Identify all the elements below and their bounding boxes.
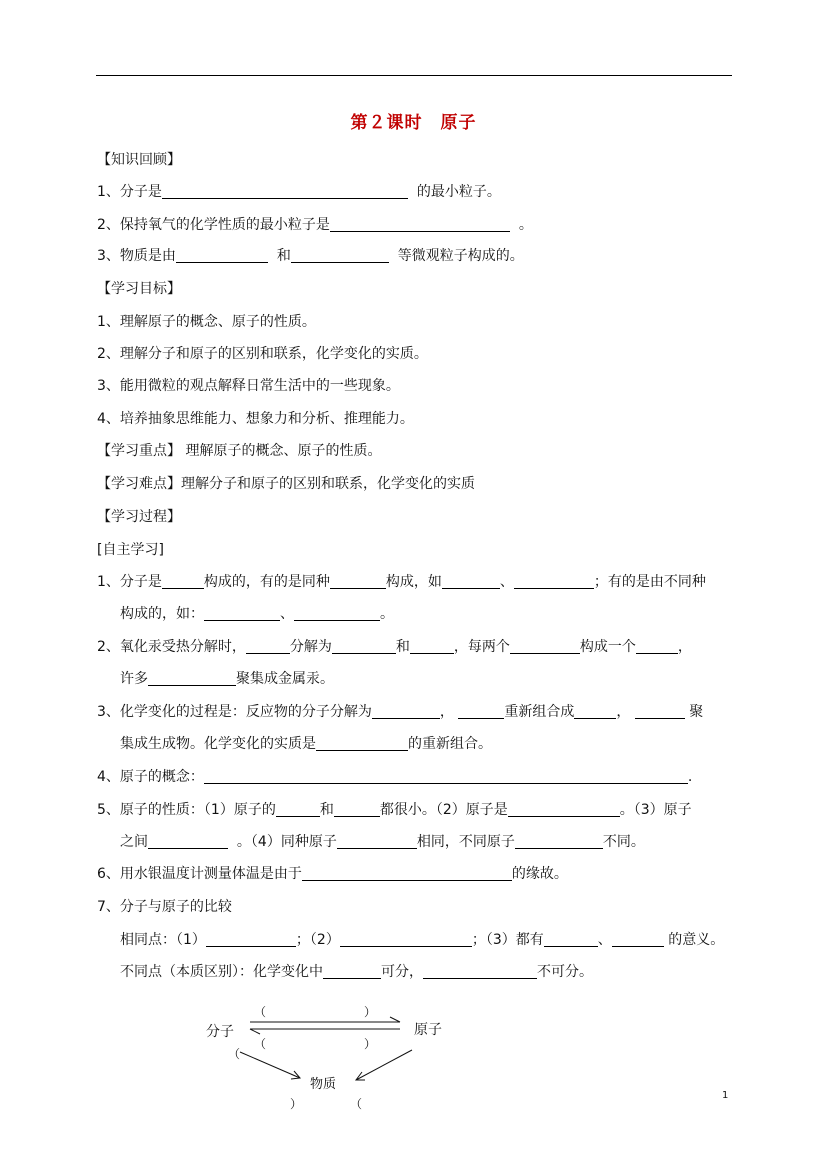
key-point: 【学习重点】 理解原子的概念、原子的性质。 (97, 443, 382, 459)
answer-blank[interactable] (323, 964, 381, 979)
paren-left: （ (254, 1005, 267, 1019)
answer-blank[interactable] (291, 248, 389, 263)
answer-blank[interactable] (636, 639, 678, 654)
paren-left: （ (350, 1097, 363, 1111)
answer-blank[interactable] (330, 217, 510, 232)
review-heading: 【知识回顾】 (97, 152, 181, 168)
arrow-upper-head (390, 1017, 400, 1022)
answer-blank[interactable] (148, 834, 228, 849)
answer-blank[interactable] (176, 248, 268, 263)
answer-blank[interactable] (246, 639, 290, 654)
molecule-atom-diagram (190, 996, 470, 1116)
answer-blank[interactable] (515, 834, 603, 849)
answer-blank[interactable] (514, 574, 594, 589)
process-q5-cont: 之间 。（4）同种原子 相同，不同原子 不同。 (120, 834, 645, 850)
answer-blank[interactable] (635, 704, 685, 719)
paren-right: ） (290, 1097, 303, 1111)
goal-item: 1、理解原子的概念、原子的性质。 (97, 314, 316, 330)
process-q4: 4、原子的概念： . (97, 769, 693, 785)
goals-heading: 【学习目标】 (97, 281, 181, 297)
paren-right: ） (364, 1005, 377, 1019)
answer-blank[interactable] (302, 866, 512, 881)
answer-blank[interactable] (148, 671, 236, 686)
header-rule (96, 75, 732, 76)
process-q1-cont: 构成的，如： 、 。 (120, 606, 394, 622)
answer-blank[interactable] (544, 932, 598, 947)
answer-blank[interactable] (332, 639, 396, 654)
process-heading: 【学习过程】 (97, 509, 181, 525)
review-q2: 2、保持氧气的化学性质的最小粒子是 。 (97, 217, 533, 233)
answer-blank[interactable] (276, 802, 320, 817)
review-q3: 3、物质是由 和 等微观粒子构成的。 (97, 248, 524, 264)
answer-blank[interactable] (334, 802, 380, 817)
answer-blank[interactable] (612, 932, 664, 947)
process-q6: 6、用水银温度计测量体温是由于 的缘故。 (97, 866, 568, 882)
answer-blank[interactable] (423, 964, 537, 979)
matter-label: 物质 (310, 1077, 337, 1092)
process-q2: 2、氧化汞受热分解时， 分解为 和 ，每两个 构成一个 ， (97, 639, 692, 655)
answer-blank[interactable] (337, 834, 417, 849)
answer-blank[interactable] (574, 704, 616, 719)
goal-item: 3、能用微粒的观点解释日常生活中的一些现象。 (97, 378, 400, 394)
answer-blank[interactable] (204, 769, 688, 784)
page-title: 第２课时 原子 (350, 113, 477, 133)
answer-blank[interactable] (162, 184, 408, 199)
answer-blank[interactable] (316, 736, 408, 751)
answer-blank[interactable] (204, 606, 280, 621)
answer-blank[interactable] (372, 704, 440, 719)
self-study-label: [自主学习] (97, 542, 164, 558)
process-q7-same: 相同点：（1） ；（2） ；（3）都有 、 的意义。 (120, 932, 725, 948)
page-number: 1 (722, 1090, 729, 1101)
arrow-lower-head (250, 1029, 260, 1034)
goal-item: 4、培养抽象思维能力、想象力和分析、推理能力。 (97, 411, 414, 427)
arrow-molecule-matter (240, 1052, 300, 1078)
answer-blank[interactable] (442, 574, 500, 589)
answer-blank[interactable] (410, 639, 454, 654)
process-q7-diff: 不同点（本质区别）：化学变化中 可分， 不可分。 (120, 964, 593, 980)
answer-blank[interactable] (508, 802, 620, 817)
process-q5: 5、原子的性质：（1）原子的 和 都很小。（2）原子是 。（3）原子 (97, 802, 692, 818)
review-q1: 1、分子是 的最小粒子。 (97, 184, 501, 200)
arrow-atom-matter (356, 1050, 412, 1080)
process-q3-cont: 集成生成物。化学变化的实质是 的重新组合。 (120, 736, 492, 752)
answer-blank[interactable] (206, 932, 296, 947)
process-q1: 1、分子是 构成的，有的是同种 构成，如 、 ；有的是由不同种 (97, 574, 706, 590)
answer-blank[interactable] (510, 639, 580, 654)
answer-blank[interactable] (458, 704, 504, 719)
atom-label: 原子 (414, 1022, 442, 1038)
answer-blank[interactable] (294, 606, 380, 621)
process-q7: 7、分子与原子的比较 (97, 899, 232, 915)
goal-item: 2、理解分子和原子的区别和联系，化学变化的实质。 (97, 346, 428, 362)
difficulty-point: 【学习难点】理解分子和原子的区别和联系，化学变化的实质 (97, 476, 475, 492)
paren-right: ） (364, 1037, 377, 1051)
answer-blank[interactable] (162, 574, 204, 589)
answer-blank[interactable] (340, 932, 472, 947)
paren-left: （ (254, 1037, 267, 1051)
paren-left: （ (228, 1047, 241, 1061)
process-q3: 3、化学变化的过程是：反应物的分子分解为 ， 重新组合成 ， 聚 (97, 704, 704, 720)
process-q2-cont: 许多 聚集成金属汞。 (120, 671, 334, 687)
answer-blank[interactable] (330, 574, 386, 589)
molecule-label: 分子 (206, 1024, 234, 1040)
